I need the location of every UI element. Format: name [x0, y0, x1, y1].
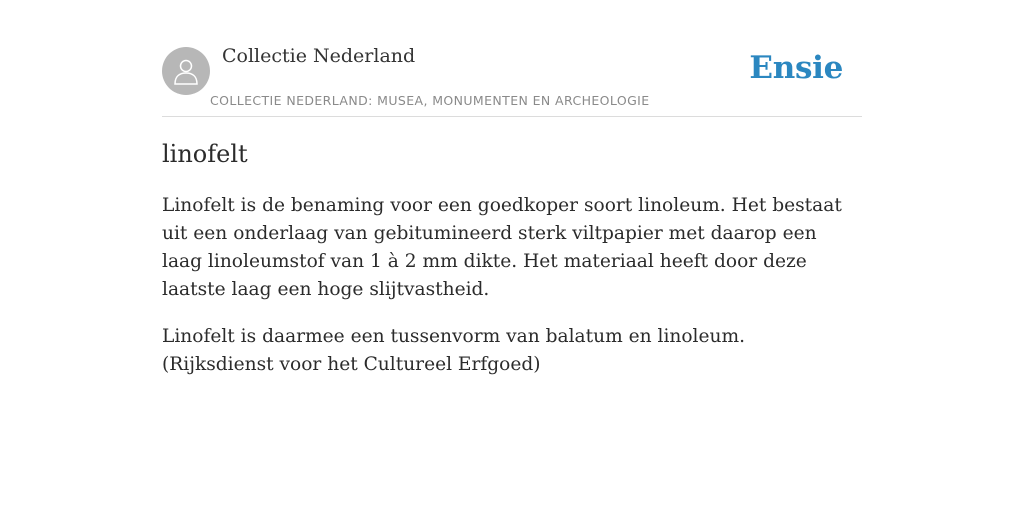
author-name[interactable]: Collectie Nederland — [222, 45, 416, 67]
brand-logo[interactable]: Ensie — [749, 50, 843, 86]
definition-paragraph: Linofelt is de benaming voor een goedkoper soort linoleum. Het bestaat uit een onderlaag van gebitumineerd sterk viltpapier met daarop een laag linoleumstof van 1 à 2 mm dikte. Het materiaal heeft door deze laatste laag een hoge slijtvastheid. — [162, 195, 842, 300]
user-silhouette-icon — [171, 56, 201, 86]
term-title: linofelt — [162, 140, 248, 168]
source-subtitle[interactable]: COLLECTIE NEDERLAND: MUSEA, MONUMENTEN EN ARCHEOLOGIE — [210, 93, 650, 108]
definition-paragraph: Linofelt is daarmee een tussenvorm van balatum en linoleum. (Rijksdienst voor het Cultureel Erfgoed) — [162, 326, 746, 375]
page-content — [162, 0, 862, 375]
page-header — [162, 0, 862, 117]
avatar[interactable] — [162, 47, 210, 95]
